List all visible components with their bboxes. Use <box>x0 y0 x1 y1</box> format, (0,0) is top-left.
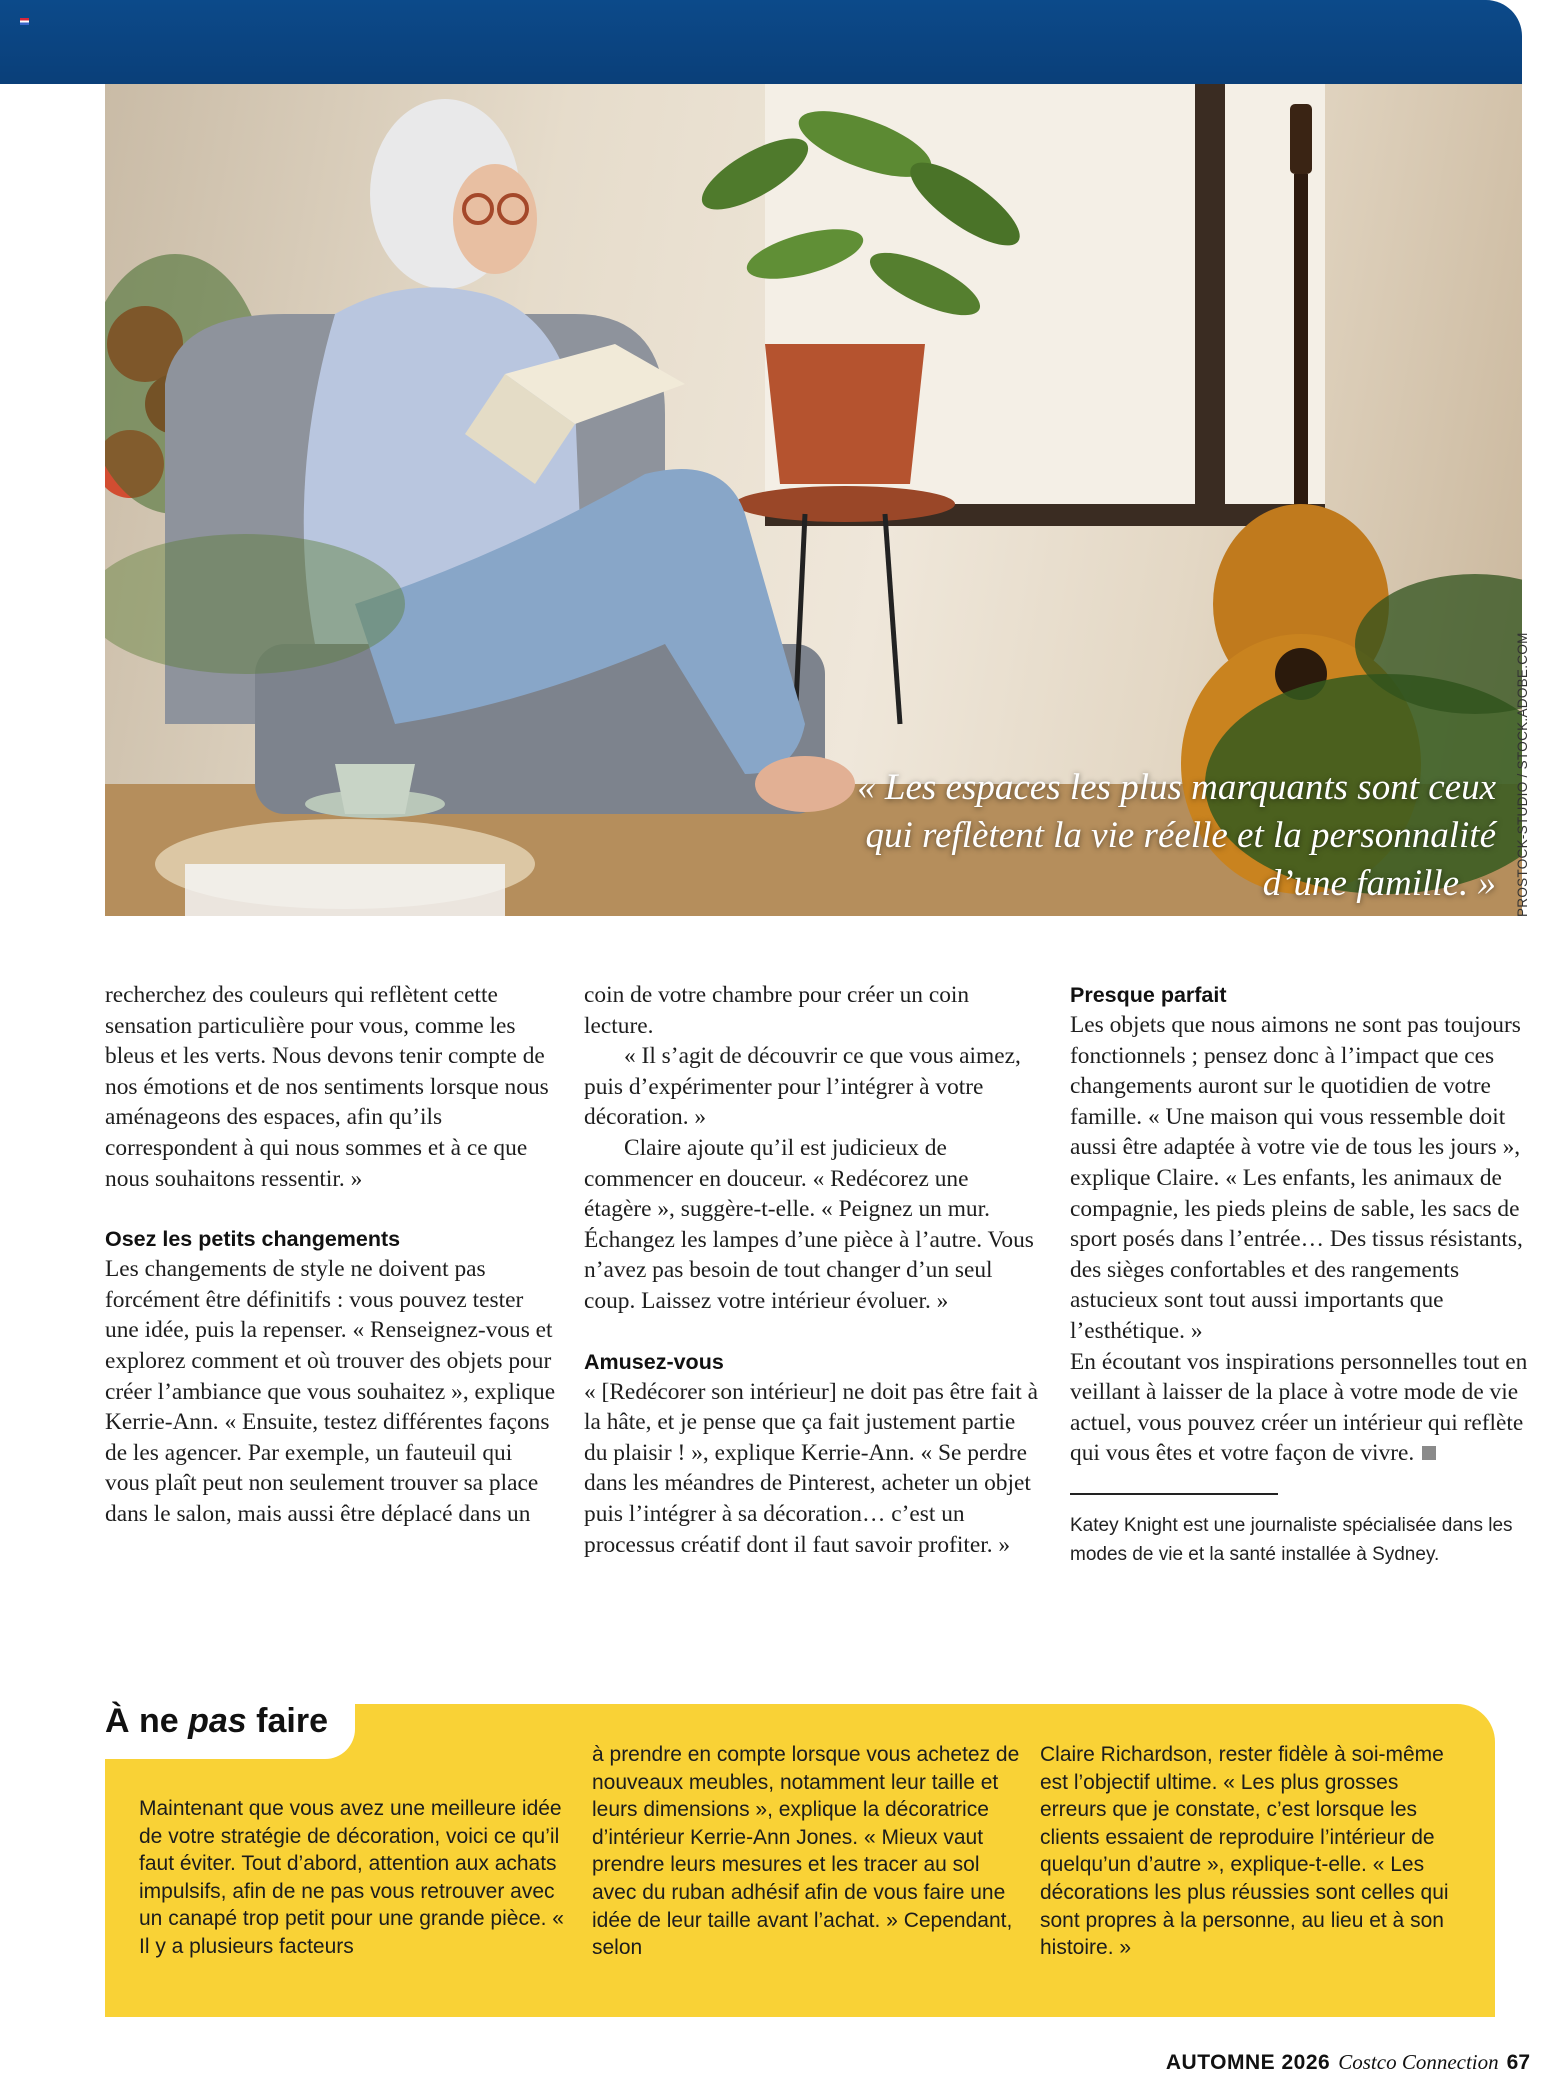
paragraph: « [Redécorer son intérieur] ne doit pas être fait à la hâte, et je pense que ça fait justement partie du plaisir ! », explique Kerrie-Ann. « Se perdre dans les méandres de Pinterest, acheter un objet puis l’intégrer à sa décoration… c’est un processus créatif dont il faut savoir profiter. » <box>584 1378 1038 1558</box>
article-column-3 <box>1070 980 1530 1569</box>
sidebar-title <box>105 1702 328 1741</box>
sidebar-title-prefix: À ne <box>105 1702 189 1740</box>
section-heading: Presque parfait <box>1070 983 1227 1007</box>
divider <box>1070 1493 1278 1495</box>
photo-credit: PROSTOCK-STUDIO / STOCK.ADOBE.COM <box>1515 632 1530 917</box>
issue-season: AUTOMNE 2026 <box>1165 2051 1331 2073</box>
paragraph: recherchez des couleurs qui reflètent cette sensation particulière pour vous, comme les bleus et les verts. Nous devons tenir compte de nos émotions et de nos sentiments lorsque nous aménageons des espaces, afin qu’ils correspondent à qui nous sommes et à ce que nous souhaitons ressentir. » <box>105 982 549 1192</box>
sidebar-title-emphasis: pas <box>188 1702 247 1740</box>
section-heading: Amusez-vous <box>584 1349 724 1374</box>
paragraph: Les changements de style ne doivent pas forcément être définitifs : vous pouvez tester une idée, puis la repenser. « Renseignez-vous et explorez comment et où trouver des objets pour créer l’ambiance que vous souhaitez », explique Kerrie-Ann. « Ensuite, testez différentes façons de les agencer. Par exemple, un fauteuil qui vous plaît peut non seulement trouver sa place dans le salon, mais aussi être déplacé dans un <box>105 1256 556 1527</box>
sidebar-column-3: Claire Richardson, rester fidèle à soi-même est l’objectif ultime. « Les plus grosses erreurs que je constate, c’est lorsque les clients essaient de reproduire l’intérieur de quelqu’un d’autre », explique-t-elle. « Les décorations les plus réussies sont celles qui sont propres à la personne, au lieu et à son histoire. » <box>1040 1743 1449 1960</box>
paragraph: coin de votre chambre pour créer un coin lecture. <box>584 982 970 1039</box>
section-heading: Osez les petits changements <box>105 1227 401 1252</box>
sidebar-column-2: à prendre en compte lorsque vous achetez de nouveaux meubles, notamment leur taille et leurs dimensions », explique la décoratrice d’intérieur Kerrie-Ann Jones. « Mieux vaut prendre leurs mesures et les tracer au sol avec du ruban adhésif afin de vous faire une idée de leur taille avant l’achat. » Cependant, selon <box>592 1743 1020 1960</box>
top-banner <box>0 0 1522 84</box>
sidebar-title-suffix: faire <box>246 1702 328 1740</box>
page-footer <box>1166 2050 1530 2073</box>
page-number: 67 <box>1506 2051 1530 2073</box>
closing-paragraph-text: En écoutant vos inspirations personnelles tout en veillant à laisser de la place à votre mode de vie actuel, vous pouvez créer un intérieur qui reflète qui vous êtes et votre façon de vivre. <box>1070 1348 1528 1467</box>
article-column-2 <box>584 980 1039 1560</box>
pull-quote: « Les espaces les plus marquants sont ceux qui reflètent la vie réelle et la personnalité d’une famille. » <box>857 767 1496 904</box>
paragraph <box>1070 1347 1530 1469</box>
paragraph: Les objets que nous aimons ne sont pas toujours fonctionnels ; pensez donc à l’impact que ces changements auront sur le quotidien de votre famille. « Une maison qui vous ressemble doit aussi être adaptée à votre vie de tous les jours », explique Claire. « Les enfants, les animaux de compagnie, les pieds pleins de sable, les sacs de sport posés dans l’entrée… Des tissus résistants, des sièges confortables et des rangements astucieux sont tout aussi importants que l’esthétique. » <box>1070 1012 1523 1344</box>
sidebar-column-1: Maintenant que vous avez une meilleure idée de votre stratégie de décoration, voici ce qu’il faut éviter. Tout d’abord, attention aux achats impulsifs, afin de ne pas vous retrouver avec un canapé trop petit pour une grande pièce. « Il y a plusieurs facteurs <box>139 1797 564 1958</box>
paragraph: Claire ajoute qu’il est judicieux de commencer en douceur. « Redécorez une étagère », suggère-t-elle. « Peignez un mur. Échangez les lampes d’une pièce à l’autre. Vous n’avez pas besoin de tout changer d’un seul coup. Laissez votre intérieur évoluer. » <box>584 1134 1034 1314</box>
author-bio: Katey Knight est une journaliste spécialisée dans les modes de vie et la santé installée à Sydney. <box>1070 1514 1513 1565</box>
magazine-name: Costco Connection <box>1338 2050 1499 2073</box>
flag-icon <box>20 18 29 25</box>
end-mark-icon <box>1422 1446 1436 1460</box>
hero-photo <box>105 84 1522 916</box>
paragraph: « Il s’agit de découvrir ce que vous aimez, puis d’expérimenter pour l’intégrer à votre décoration. » <box>584 1043 1021 1131</box>
article-column-1 <box>105 980 560 1530</box>
